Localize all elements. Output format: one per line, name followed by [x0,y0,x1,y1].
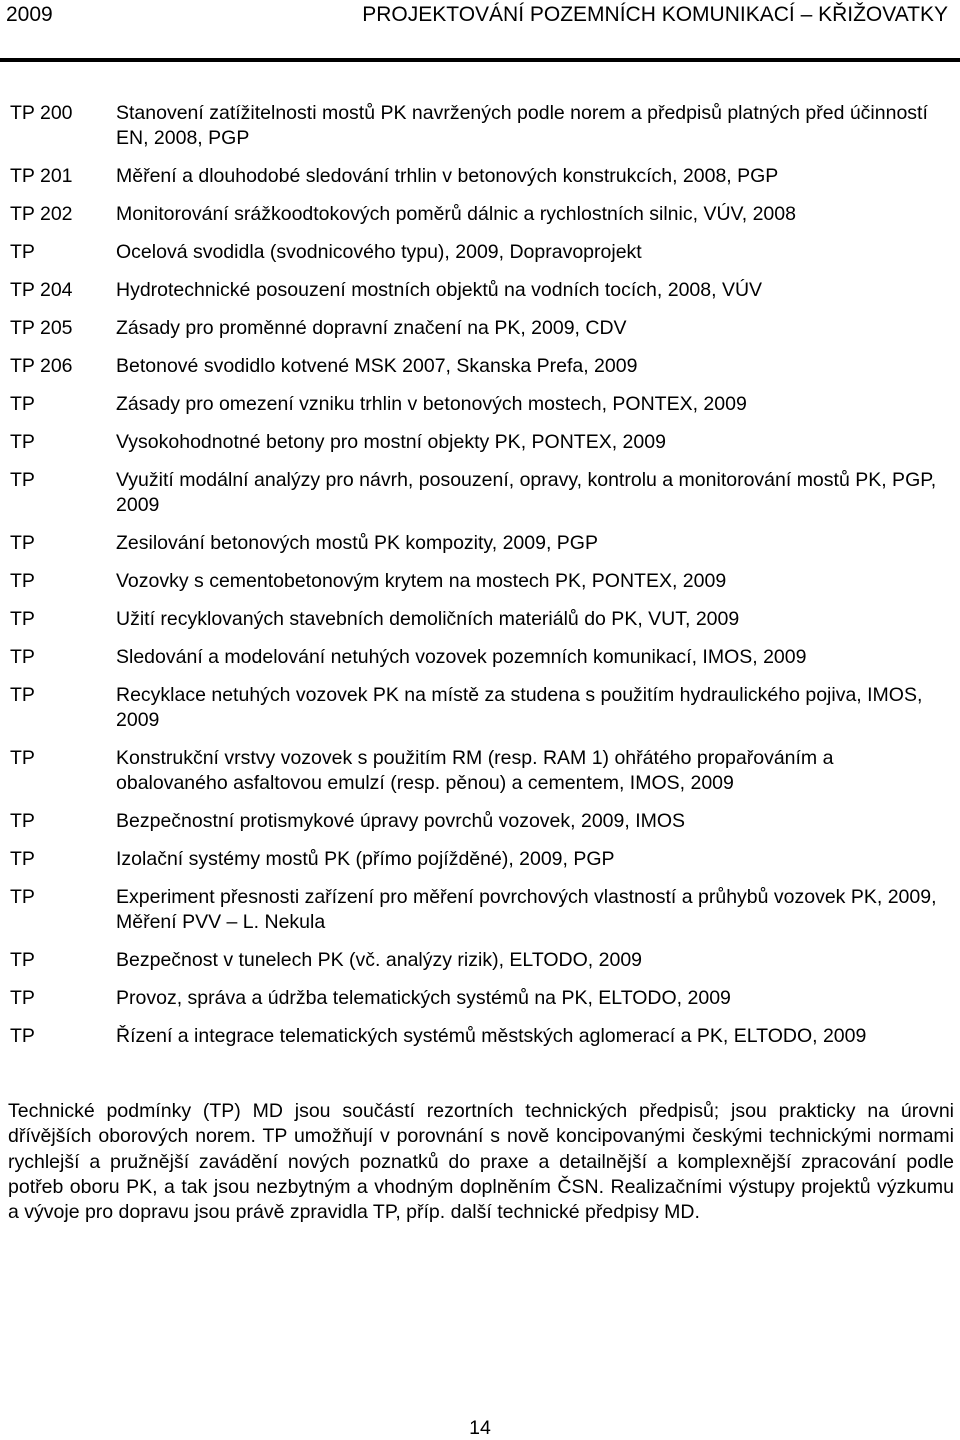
entry-code: TP [10,431,35,453]
entry-title: Bezpečnost v tunelech PK (vč. analýzy rizik), ELTODO, 2009 [116,949,643,971]
entry-title: Recyklace netuhých vozovek PK na místě za studena s použitím hydraulického pojiva, IMOS, 2009 [116,684,923,731]
entry-code: TP [10,684,35,706]
entry-code: TP [10,532,35,554]
entry-title: Zásady pro omezení vzniku trhlin v betonových mostech, PONTEX, 2009 [116,393,747,415]
list-item [0,885,960,935]
header-rule [0,58,960,62]
list-item [0,468,960,518]
entry-title: Stanovení zatížitelnosti mostů PK navržených podle norem a předpisů platných před účinností EN, 2008, PGP [116,102,928,149]
list-item [0,101,960,151]
list-item [0,1024,960,1049]
entry-title: Sledování a modelování netuhých vozovek pozemních komunikací, IMOS, 2009 [116,646,807,668]
entry-code: TP [10,469,35,491]
entry-title: Provoz, správa a údržba telematických systémů na PK, ELTODO, 2009 [116,987,731,1009]
entry-code: TP 205 [10,317,73,339]
page-header [0,0,960,62]
entry-title: Měření a dlouhodobé sledování trhlin v betonových konstrukcích, 2008, PGP [116,165,779,187]
entry-code: TP [10,848,35,870]
entry-title: Zásady pro proměnné dopravní značení na PK, 2009, CDV [116,317,627,339]
entry-code: TP [10,241,35,263]
list-item [0,354,960,379]
entry-title: Ocelová svodidla (svodnicového typu), 2009, Dopravoprojekt [116,241,642,263]
entry-code: TP 206 [10,355,73,377]
entry-title: Konstrukční vrstvy vozovek s použitím RM (resp. RAM 1) ohřátého propařováním a obalovaného asfaltovou emulzí (resp. pěnou) a cementem, IMOS, 2009 [116,747,834,794]
entry-code: TP [10,608,35,630]
list-item [0,809,960,834]
list-item [0,746,960,796]
entry-title: Monitorování srážkoodtokových poměrů dálnic a rychlostních silnic, VÚV, 2008 [116,203,796,225]
entry-code: TP [10,949,35,971]
list-item [0,645,960,670]
list-item [0,607,960,632]
entry-code: TP [10,810,35,832]
entry-title: Zesilování betonových mostů PK kompozity, 2009, PGP [116,532,598,554]
entry-title: Vozovky s cementobetonovým krytem na mostech PK, PONTEX, 2009 [116,570,727,592]
list-item [0,986,960,1011]
body-paragraph: Technické podmínky (TP) MD jsou součástí rezortních technických předpisů; jsou prakticky na úrovni dřívějších oborových norem. TP umožňují v porovnání s nově koncipovanými českými technickými normami rychlejší a pružnější zavádění nových poznatků do praxe a detailnější a komplexnější zpracování podle potřeb oboru PK, a tak jsou nezbytným a vhodným doplněním ČSN. Realizačními výstupy projektů výzkumu a vývoje pro dopravu jsou právě zpravidla TP, příp. další technické předpisy MD. [8,1100,954,1224]
entry-code: TP [10,570,35,592]
list-item [0,392,960,417]
entry-code: TP [10,1025,35,1047]
list-item [0,240,960,265]
entry-title: Užití recyklovaných stavebních demoličních materiálů do PK, VUT, 2009 [116,608,740,630]
entry-title: Izolační systémy mostů PK (přímo pojížděné), 2009, PGP [116,848,615,870]
entry-code: TP [10,886,35,908]
entry-code: TP [10,747,35,769]
entry-title: Hydrotechnické posouzení mostních objektů na vodních tocích, 2008, VÚV [116,279,763,301]
header-title: PROJEKTOVÁNÍ POZEMNÍCH KOMUNIKACÍ – KŘIŽOVATKY [362,3,948,26]
list-item [0,202,960,227]
entry-code: TP [10,646,35,668]
page-number: 14 [469,1417,491,1439]
entry-code: TP 204 [10,279,73,301]
list-item [0,278,960,303]
entry-code: TP [10,393,35,415]
entry-title: Využití modální analýzy pro návrh, posouzení, opravy, kontrolu a monitorování mostů PK, PGP, 2009 [116,469,937,516]
entry-title: Betonové svodidlo kotvené MSK 2007, Skanska Prefa, 2009 [116,355,638,377]
list-item [0,430,960,455]
entry-title: Bezpečnostní protismykové úpravy povrchů vozovek, 2009, IMOS [116,810,686,832]
entry-title: Vysokohodnotné betony pro mostní objekty PK, PONTEX, 2009 [116,431,666,453]
entry-title: Experiment přesnosti zařízení pro měření povrchových vlastností a průhybů vozovek PK, 2009, Měření PVV – L. Nekula [116,886,937,933]
entry-code: TP [10,987,35,1009]
list-item [0,164,960,189]
list-item [0,847,960,872]
list-item [0,531,960,556]
technical-conditions-list [0,101,960,1062]
list-item [0,316,960,341]
entry-code: TP 200 [10,102,73,124]
list-item [0,569,960,594]
list-item [0,948,960,973]
entry-code: TP 202 [10,203,73,225]
header-year: 2009 [6,3,53,26]
entry-title: Řízení a integrace telematických systémů městských aglomerací a PK, ELTODO, 2009 [116,1025,867,1047]
entry-code: TP 201 [10,165,73,187]
list-item [0,683,960,733]
